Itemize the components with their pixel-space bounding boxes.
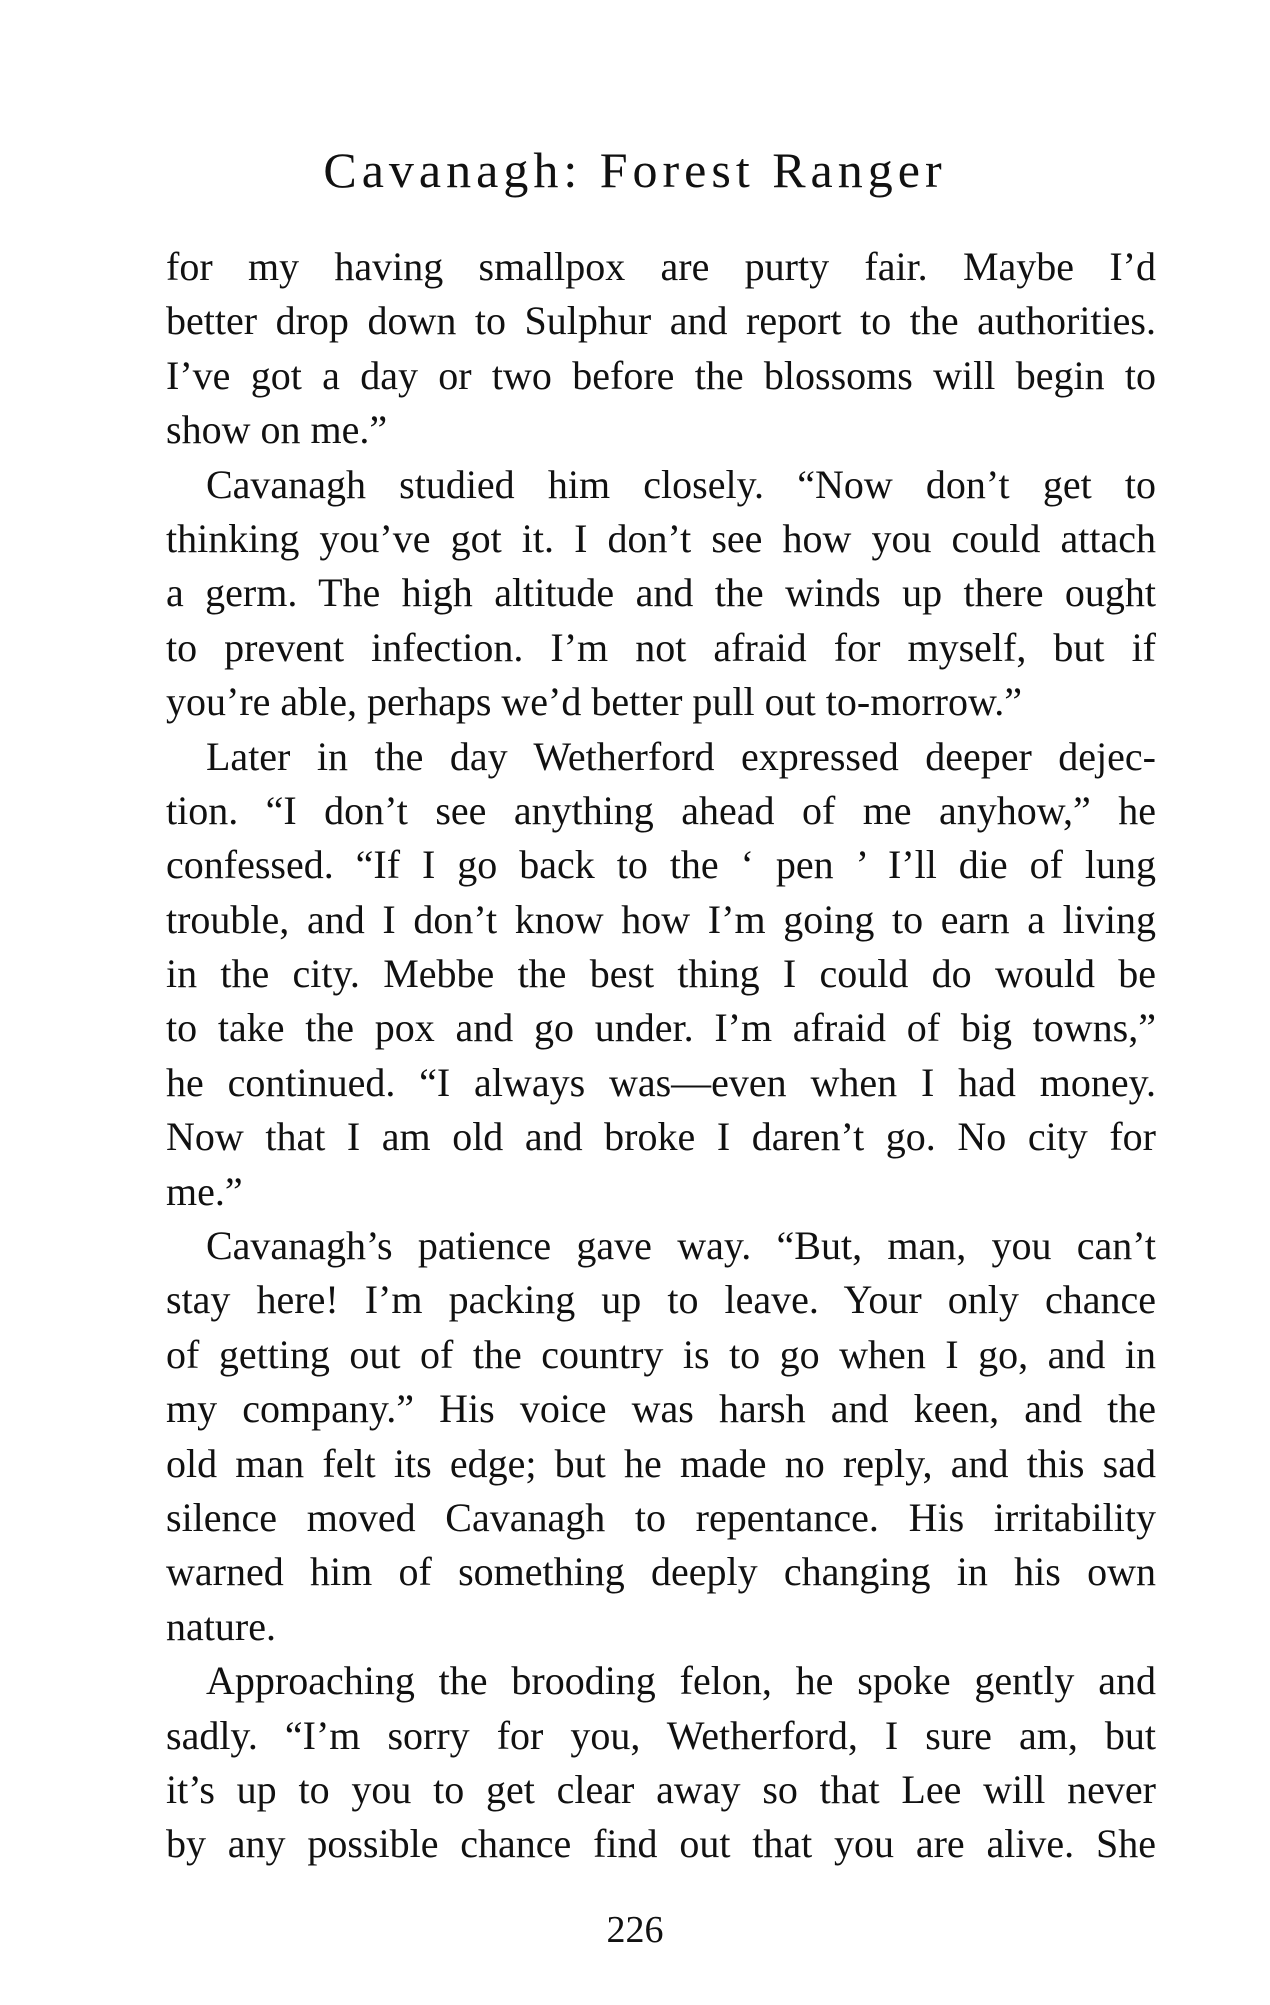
- text-line: Approaching the brooding felon, he spoke gently and: [206, 1658, 1156, 1704]
- text-line: of getting out of the country is to go when I go, and in: [166, 1331, 1156, 1377]
- paragraph: [166, 1654, 1156, 1872]
- text-line: tion. “I don’t see anything ahead of me anyhow,” he: [166, 787, 1156, 833]
- text-line: in the city. Mebbe the best thing I could do would be: [166, 951, 1156, 997]
- text-line: my company.” His voice was harsh and keen, and the: [166, 1386, 1156, 1432]
- text-line: to prevent infection. I’m not afraid for myself, but if: [166, 624, 1156, 670]
- paragraph: [166, 1219, 1156, 1654]
- text-line: trouble, and I don’t know how I’m going to earn a living: [166, 896, 1156, 942]
- text-line: Cavanagh’s patience gave way. “But, man, you can’t: [206, 1223, 1156, 1269]
- running-head: Cavanagh: Forest Ranger: [323, 142, 947, 198]
- text-line: stay here! I’m packing up to leave. Your only chance: [166, 1277, 1156, 1323]
- text-line: it’s up to you to get clear away so that Lee will never: [166, 1766, 1156, 1812]
- text-line: he continued. “I always was—even when I had money.: [166, 1059, 1156, 1105]
- text-line: show on me.”: [166, 407, 388, 453]
- paragraph: [166, 458, 1156, 730]
- text-line: old man felt its edge; but he made no reply, and this sad: [166, 1440, 1156, 1486]
- text-line: sadly. “I’m sorry for you, Wetherford, I sure am, but: [166, 1712, 1156, 1758]
- paragraph: [166, 730, 1156, 1220]
- text-line: I’ve got a day or two before the blossoms will begin to: [166, 352, 1156, 398]
- text-line: silence moved Cavanagh to repentance. His irritability: [166, 1494, 1156, 1540]
- text-line: Now that I am old and broke I daren’t go. No city for: [166, 1114, 1156, 1160]
- paragraph: [166, 240, 1156, 458]
- text-line: better drop down to Sulphur and report to the authorities.: [166, 298, 1156, 344]
- text-line: to take the pox and go under. I’m afraid of big towns,”: [166, 1005, 1156, 1051]
- text-line: Later in the day Wetherford expressed deeper dejec-: [206, 733, 1156, 779]
- text-line: a germ. The high altitude and the winds up there ought: [166, 570, 1156, 616]
- text-line: Cavanagh studied him closely. “Now don’t get to: [206, 461, 1156, 507]
- page-number: 226: [606, 1909, 664, 1951]
- text-line: thinking you’ve got it. I don’t see how you could attach: [166, 515, 1156, 561]
- text-line: me.”: [166, 1168, 243, 1214]
- text-line: by any possible chance find out that you are alive. She: [166, 1821, 1156, 1867]
- body-text: [166, 240, 1156, 1872]
- text-line: warned him of something deeply changing in his own: [166, 1549, 1156, 1595]
- text-line: you’re able, perhaps we’d better pull out to-morrow.”: [166, 679, 1022, 725]
- text-line: nature.: [166, 1603, 276, 1649]
- text-line: for my having smallpox are purty fair. Maybe I’d: [166, 244, 1156, 289]
- text-line: confessed. “If I go back to the ‘ pen ’ I’ll die of lung: [166, 842, 1156, 888]
